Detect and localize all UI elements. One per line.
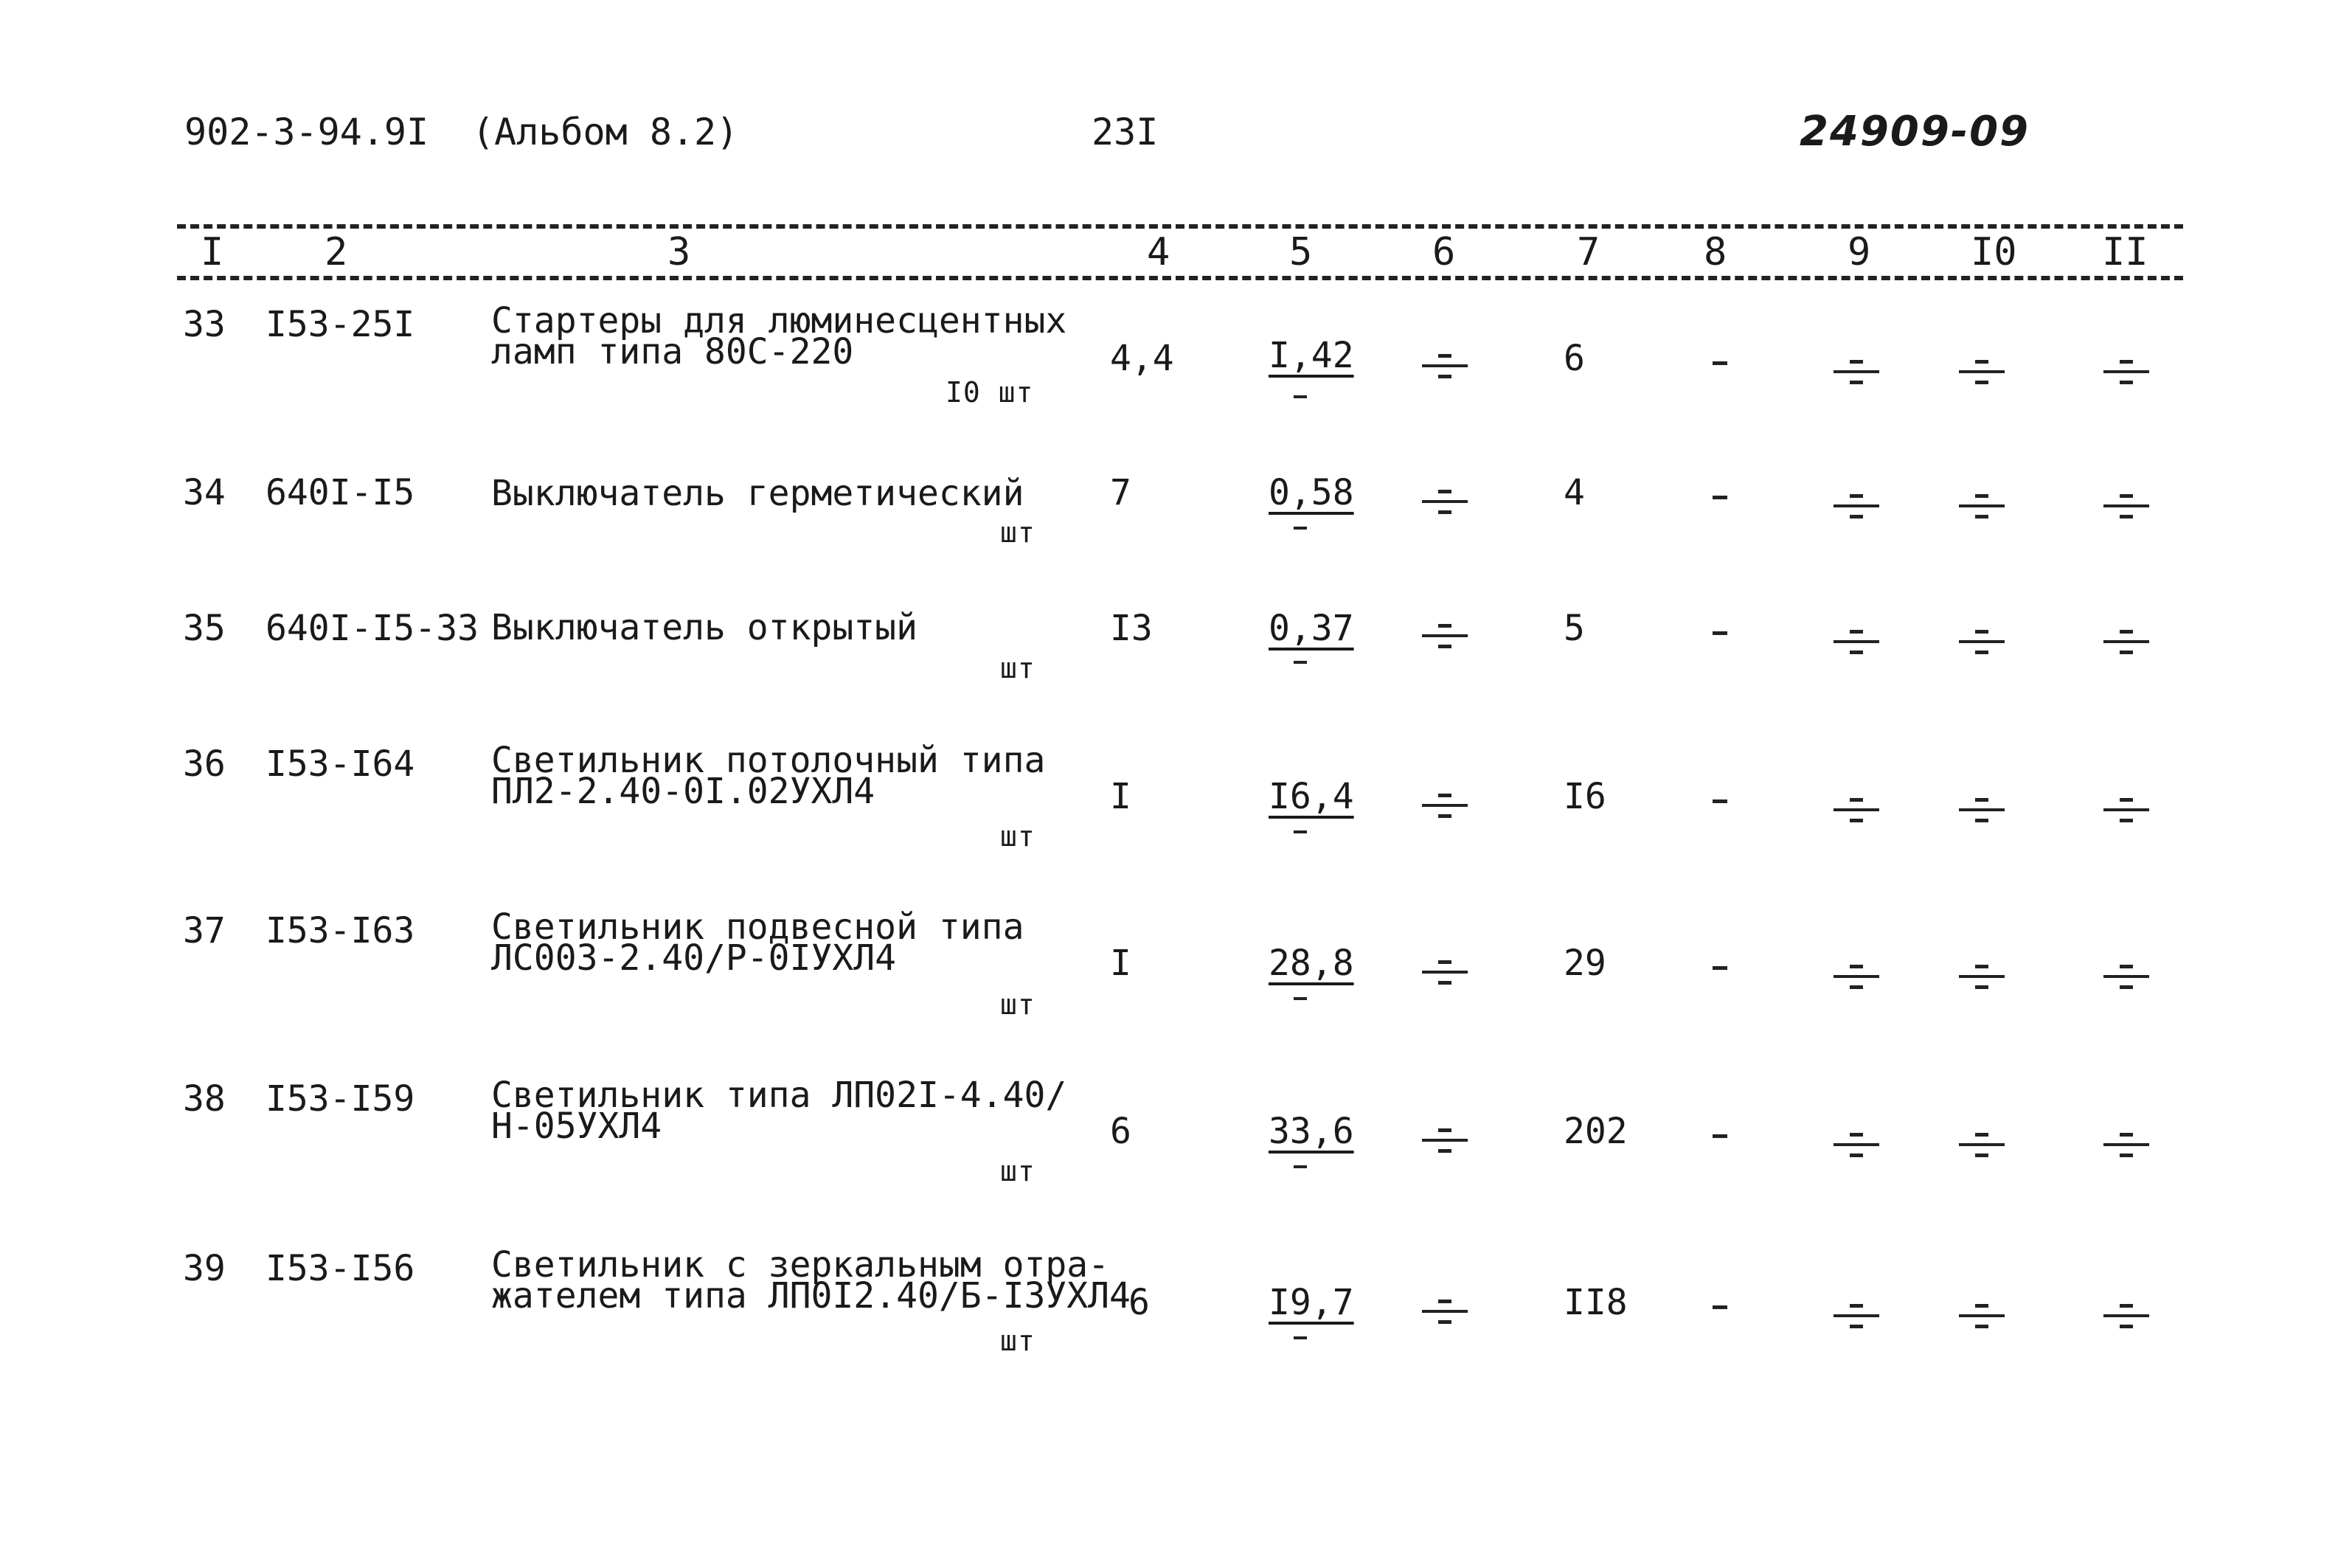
row-number: 38 — [183, 1078, 226, 1120]
item-description-line1: Светильник с зеркальным отра- — [491, 1244, 1110, 1286]
fraction-dash-mark — [1422, 1300, 1468, 1325]
fraction-dash-mark — [2103, 494, 2149, 519]
fraction-dash-mark — [1959, 360, 2005, 385]
document-code: 902-3-94.9I — [184, 111, 429, 153]
fraction-dash-mark — [1834, 798, 1879, 823]
fraction-dash-mark — [2103, 798, 2149, 823]
value-col7: II8 — [1564, 1282, 1628, 1323]
col5-tick — [1294, 997, 1307, 1000]
item-description-line1: Выключатель открытый — [491, 607, 917, 648]
item-description-line2: жателем типа ЛП0I2.40/Б-I3УХЛ4 — [491, 1275, 1131, 1317]
column-header-1: I — [201, 230, 224, 274]
row-number: 39 — [183, 1248, 226, 1289]
column-header-7: 7 — [1577, 230, 1600, 274]
album-label: (Альбом 8.2) — [472, 111, 739, 153]
item-code: 640I-I5 — [266, 472, 415, 513]
col5-tick — [1294, 830, 1307, 833]
fraction-dash-mark — [1422, 794, 1468, 819]
item-code: I53-I63 — [266, 910, 415, 951]
fraction-dash-mark — [1959, 965, 2005, 990]
item-code: I53-I59 — [266, 1078, 415, 1120]
fraction-dash-mark — [2103, 1304, 2149, 1329]
fraction-dash-mark — [1834, 965, 1879, 990]
fraction-dash-mark — [2103, 360, 2149, 385]
value-col5: 0,37 — [1269, 608, 1354, 649]
unit-label: шт — [1000, 1155, 1035, 1187]
value-col7: 4 — [1564, 472, 1585, 513]
value-col4: 6 — [1110, 1111, 1131, 1152]
item-code: 640I-I5-33 — [266, 608, 479, 649]
unit-label: шт — [1000, 516, 1035, 549]
column-header-2: 2 — [325, 230, 348, 274]
unit-label: шт — [1000, 988, 1035, 1021]
column-header-5: 5 — [1289, 230, 1313, 274]
item-code: I53-25I — [266, 304, 415, 345]
fraction-dash-mark — [1959, 798, 2005, 823]
column-header-3: 3 — [667, 230, 691, 274]
value-col4: I — [1110, 776, 1131, 817]
row-number: 34 — [183, 472, 226, 513]
col8-dash — [1713, 966, 1727, 970]
fraction-dash-mark — [1422, 960, 1468, 985]
column-header-10: I0 — [1971, 230, 2017, 274]
col5-tick — [1294, 395, 1307, 398]
value-col4: 6 — [1128, 1282, 1150, 1323]
row-number: 33 — [183, 304, 226, 345]
fraction-dash-mark — [1834, 1133, 1879, 1158]
fraction-dash-mark — [1959, 1304, 2005, 1329]
fraction-dash-mark — [1422, 624, 1468, 649]
col5-tick — [1294, 661, 1307, 664]
row-number: 36 — [183, 743, 226, 785]
item-description-line1: Выключатель герметический — [491, 473, 1024, 514]
row-number: 37 — [183, 910, 226, 951]
fraction-dash-mark — [1422, 1128, 1468, 1154]
value-col7: 6 — [1564, 338, 1585, 379]
col8-dash — [1713, 799, 1727, 803]
fraction-dash-mark — [2103, 630, 2149, 655]
column-header-8: 8 — [1704, 230, 1727, 274]
document-number: 24909-09 — [1800, 108, 2030, 156]
column-header-11: II — [2102, 230, 2148, 274]
item-description-line1: Светильник потолочный типа — [491, 740, 1046, 781]
fraction-dash-mark — [1959, 494, 2005, 519]
row-number: 35 — [183, 608, 226, 649]
item-description-line2: Н-05УХЛ4 — [491, 1106, 662, 1147]
value-col5: I9,7 — [1269, 1282, 1354, 1323]
fraction-dash-mark — [1834, 360, 1879, 385]
item-description-line1: Светильник подвесной типа — [491, 906, 1024, 948]
fraction-dash-mark — [1422, 490, 1468, 515]
item-description-line2: ламп типа 80С-220 — [491, 331, 854, 372]
value-col7: I6 — [1564, 776, 1606, 817]
fraction-dash-mark — [1422, 354, 1468, 379]
item-code: I53-I64 — [266, 743, 415, 785]
value-col4: 7 — [1110, 472, 1131, 513]
col5-tick — [1294, 527, 1307, 530]
value-col4: I3 — [1110, 608, 1153, 649]
column-header-6: 6 — [1432, 230, 1456, 274]
value-col7: 202 — [1564, 1111, 1628, 1152]
fraction-dash-mark — [2103, 965, 2149, 990]
item-description-line2: ЛС003-2.40/Р-0IУХЛ4 — [491, 937, 897, 979]
value-col4: 4,4 — [1110, 338, 1174, 379]
col8-dash — [1713, 631, 1727, 635]
column-header-4: 4 — [1147, 230, 1170, 274]
value-col7: 29 — [1564, 943, 1606, 984]
fraction-dash-mark — [1834, 494, 1879, 519]
unit-label: шт — [1000, 820, 1035, 853]
col8-dash — [1713, 1305, 1727, 1309]
header-top-rule — [177, 224, 2183, 229]
page-number: 23I — [1092, 111, 1159, 153]
col8-dash — [1713, 361, 1727, 365]
value-col5: 33,6 — [1269, 1111, 1354, 1152]
fraction-dash-mark — [1959, 630, 2005, 655]
column-header-9: 9 — [1848, 230, 1871, 274]
item-description-line1: Светильник типа ЛП02I-4.40/ — [491, 1075, 1067, 1116]
header-bottom-rule — [177, 276, 2183, 280]
value-col5: I6,4 — [1269, 776, 1354, 817]
unit-label: I0 шт — [946, 376, 1034, 409]
value-col4: I — [1110, 943, 1131, 984]
value-col5: 0,58 — [1269, 472, 1354, 513]
item-description-line2: ПЛ2-2.40-0I.02УХЛ4 — [491, 771, 875, 812]
value-col5: 28,8 — [1269, 943, 1354, 984]
unit-label: шт — [1000, 652, 1035, 684]
unit-label: шт — [1000, 1325, 1035, 1357]
value-col7: 5 — [1564, 608, 1585, 649]
col8-dash — [1713, 496, 1727, 499]
value-col5: I,42 — [1269, 335, 1354, 376]
col8-dash — [1713, 1134, 1727, 1138]
col5-tick — [1294, 1336, 1307, 1339]
fraction-dash-mark — [1834, 1304, 1879, 1329]
fraction-dash-mark — [1834, 630, 1879, 655]
col5-tick — [1294, 1165, 1307, 1168]
fraction-dash-mark — [2103, 1133, 2149, 1158]
item-code: I53-I56 — [266, 1248, 415, 1289]
fraction-dash-mark — [1959, 1133, 2005, 1158]
item-description-line1: Стартеры для люминесцентных — [491, 300, 1067, 341]
